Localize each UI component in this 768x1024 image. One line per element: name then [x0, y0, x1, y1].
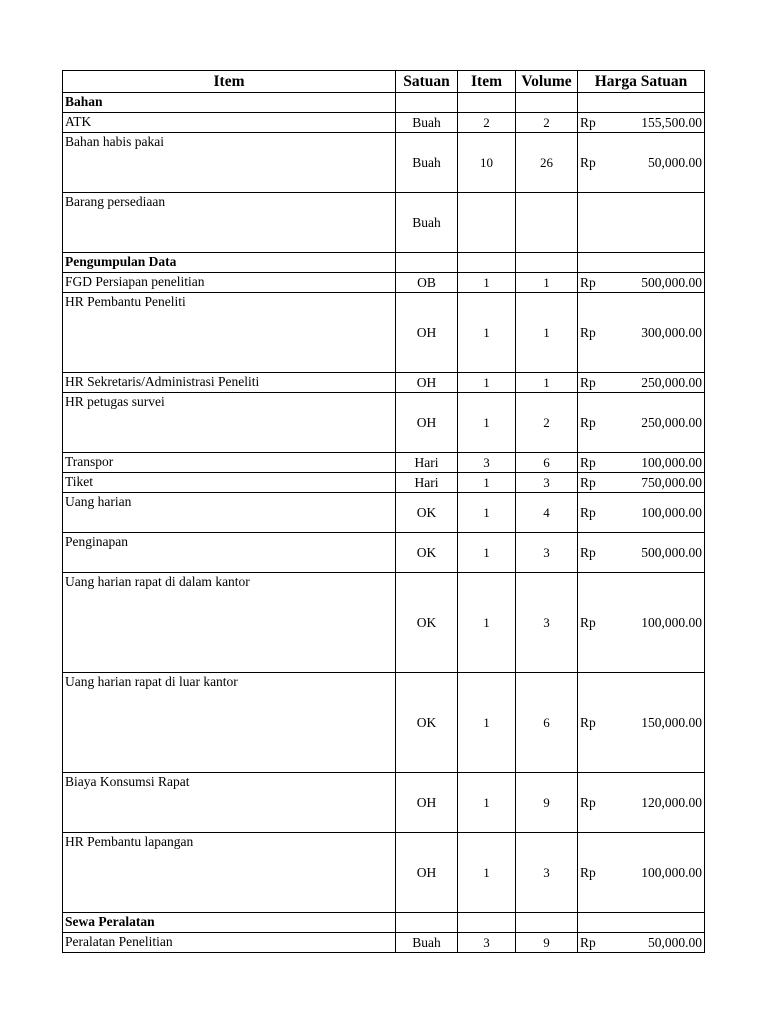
header-item-count: Item	[458, 71, 516, 93]
header-row	[63, 71, 705, 93]
item-name: Barang persediaan	[63, 193, 396, 253]
item-volume: 6	[516, 453, 578, 473]
item-satuan: OH	[396, 373, 458, 393]
price-amount: 120,000.00	[641, 794, 702, 810]
item-satuan: OB	[396, 273, 458, 293]
item-price-cell	[578, 473, 705, 493]
item-name: HR Pembantu lapangan	[63, 833, 396, 913]
item-price-cell	[578, 273, 705, 293]
price-amount: 750,000.00	[641, 474, 702, 490]
currency-label: Rp	[580, 934, 596, 950]
item-satuan: OK	[396, 673, 458, 773]
item-name: Penginapan	[63, 533, 396, 573]
currency-label: Rp	[580, 714, 596, 730]
table-row	[63, 673, 705, 773]
header-harga-satuan: Harga Satuan	[578, 71, 705, 93]
item-name: FGD Persiapan penelitian	[63, 273, 396, 293]
item-satuan: Buah	[396, 113, 458, 133]
item-count: 3	[458, 453, 516, 473]
item-count: 1	[458, 373, 516, 393]
item-name: HR Sekretaris/Administrasi Peneliti	[63, 373, 396, 393]
item-satuan: Hari	[396, 473, 458, 493]
item-satuan: OK	[396, 493, 458, 533]
currency-label: Rp	[580, 614, 596, 630]
currency-label: Rp	[580, 154, 596, 170]
item-price-cell	[578, 133, 705, 193]
price-amount: 150,000.00	[641, 714, 702, 730]
table-row	[63, 393, 705, 453]
item-volume: 9	[516, 773, 578, 833]
currency-label: Rp	[580, 794, 596, 810]
header-volume: Volume	[516, 71, 578, 93]
item-price-cell	[578, 933, 705, 953]
currency-label: Rp	[580, 374, 596, 390]
table-row	[63, 373, 705, 393]
table-row	[63, 293, 705, 373]
item-name: Uang harian rapat di dalam kantor	[63, 573, 396, 673]
item-satuan: Buah	[396, 193, 458, 253]
currency-label: Rp	[580, 324, 596, 340]
item-satuan: OK	[396, 573, 458, 673]
item-satuan: OH	[396, 393, 458, 453]
item-name: Biaya Konsumsi Rapat	[63, 773, 396, 833]
item-name: Uang harian	[63, 493, 396, 533]
item-volume: 3	[516, 473, 578, 493]
currency-label: Rp	[580, 864, 596, 880]
item-count: 1	[458, 273, 516, 293]
item-satuan: OH	[396, 293, 458, 373]
section-row	[63, 253, 705, 273]
item-volume: 1	[516, 373, 578, 393]
item-price-cell	[578, 453, 705, 473]
currency-label: Rp	[580, 414, 596, 430]
item-name: Transpor	[63, 453, 396, 473]
section-title-pengumpulan: Pengumpulan Data	[63, 253, 396, 273]
item-count: 1	[458, 393, 516, 453]
item-name: HR petugas survei	[63, 393, 396, 453]
price-amount: 250,000.00	[641, 414, 702, 430]
item-price-cell	[578, 293, 705, 373]
item-count: 1	[458, 493, 516, 533]
header-item: Item	[63, 71, 396, 93]
item-count: 1	[458, 773, 516, 833]
item-price-cell	[578, 193, 705, 253]
table-row	[63, 453, 705, 473]
header-satuan: Satuan	[396, 71, 458, 93]
item-price-cell	[578, 373, 705, 393]
budget-table	[62, 70, 705, 953]
table-row	[63, 493, 705, 533]
table-row	[63, 773, 705, 833]
item-count: 2	[458, 113, 516, 133]
item-price-cell	[578, 493, 705, 533]
item-satuan: Buah	[396, 933, 458, 953]
currency-label: Rp	[580, 544, 596, 560]
item-count: 1	[458, 673, 516, 773]
price-amount: 300,000.00	[641, 324, 702, 340]
price-amount: 100,000.00	[641, 864, 702, 880]
table-row	[63, 573, 705, 673]
item-count: 10	[458, 133, 516, 193]
price-amount: 100,000.00	[641, 504, 702, 520]
item-price-cell	[578, 673, 705, 773]
item-name: Tiket	[63, 473, 396, 493]
item-volume: 2	[516, 113, 578, 133]
table-row	[63, 133, 705, 193]
item-count: 1	[458, 833, 516, 913]
item-name: Peralatan Penelitian	[63, 933, 396, 953]
item-volume: 3	[516, 833, 578, 913]
section-row	[63, 913, 705, 933]
item-price-cell	[578, 113, 705, 133]
price-amount: 100,000.00	[641, 614, 702, 630]
item-price-cell	[578, 393, 705, 453]
item-price-cell	[578, 773, 705, 833]
item-volume: 3	[516, 573, 578, 673]
item-volume: 1	[516, 273, 578, 293]
price-amount: 100,000.00	[641, 454, 702, 470]
item-count: 1	[458, 533, 516, 573]
item-price-cell	[578, 833, 705, 913]
item-price-cell	[578, 533, 705, 573]
item-count	[458, 193, 516, 253]
item-volume: 3	[516, 533, 578, 573]
currency-label: Rp	[580, 114, 596, 130]
item-satuan: OK	[396, 533, 458, 573]
item-volume	[516, 193, 578, 253]
price-amount: 500,000.00	[641, 544, 702, 560]
price-amount: 50,000.00	[648, 934, 702, 950]
item-volume: 6	[516, 673, 578, 773]
item-satuan: OH	[396, 833, 458, 913]
item-count: 1	[458, 473, 516, 493]
section-title-sewa: Sewa Peralatan	[63, 913, 396, 933]
table-row	[63, 273, 705, 293]
table-row	[63, 933, 705, 953]
item-name: Uang harian rapat di luar kantor	[63, 673, 396, 773]
item-volume: 4	[516, 493, 578, 533]
item-name: Bahan habis pakai	[63, 133, 396, 193]
item-volume: 9	[516, 933, 578, 953]
item-volume: 26	[516, 133, 578, 193]
item-volume: 2	[516, 393, 578, 453]
item-count: 3	[458, 933, 516, 953]
section-title-bahan: Bahan	[63, 93, 396, 113]
item-count: 1	[458, 573, 516, 673]
section-row	[63, 93, 705, 113]
table-row	[63, 533, 705, 573]
price-amount: 155,500.00	[641, 114, 702, 130]
item-count: 1	[458, 293, 516, 373]
table-row	[63, 193, 705, 253]
currency-label: Rp	[580, 504, 596, 520]
currency-label: Rp	[580, 274, 596, 290]
currency-label: Rp	[580, 454, 596, 470]
price-amount: 250,000.00	[641, 374, 702, 390]
price-amount: 500,000.00	[641, 274, 702, 290]
item-name: HR Pembantu Peneliti	[63, 293, 396, 373]
item-price-cell	[578, 573, 705, 673]
item-satuan: Buah	[396, 133, 458, 193]
item-satuan: OH	[396, 773, 458, 833]
table-row	[63, 833, 705, 913]
item-volume: 1	[516, 293, 578, 373]
price-amount: 50,000.00	[648, 154, 702, 170]
item-name: ATK	[63, 113, 396, 133]
table-row	[63, 113, 705, 133]
currency-label: Rp	[580, 474, 596, 490]
item-satuan: Hari	[396, 453, 458, 473]
table-row	[63, 473, 705, 493]
